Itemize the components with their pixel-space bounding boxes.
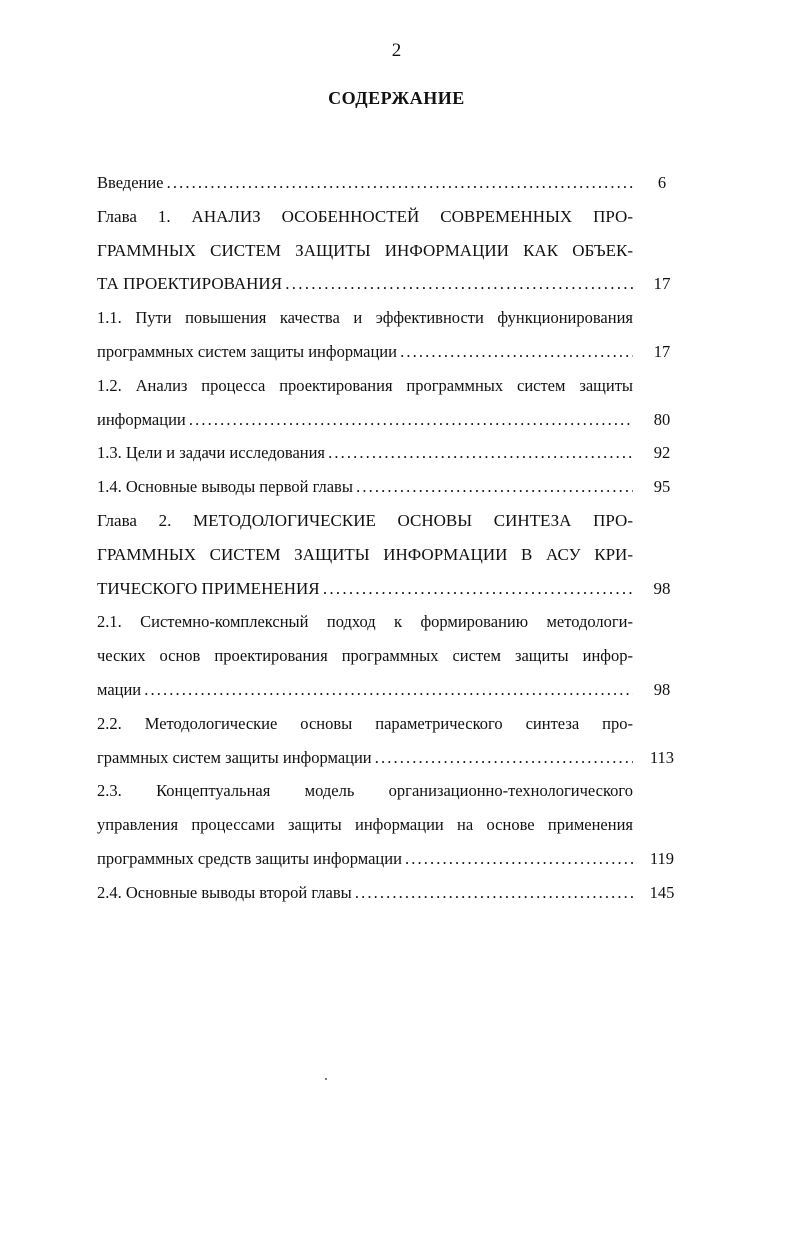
- toc-line-text: 1.3. Цели и задачи исследования . . .: [97, 436, 633, 470]
- toc-page-number: 95: [653, 477, 671, 497]
- toc-line: [97, 301, 677, 335]
- toc-page-number: 17: [653, 274, 671, 294]
- toc-page-number: 145: [649, 882, 675, 902]
- toc-line-text: 1.4. Основные выводы первой главы . . .: [97, 470, 633, 504]
- toc-line-text: ТА ПРОЕКТИРОВАНИЯ . . .: [97, 267, 633, 301]
- toc-page-number: 80: [653, 409, 671, 429]
- toc-line: [97, 267, 677, 301]
- toc-line-text: ТИЧЕСКОГО ПРИМЕНЕНИЯ . . .: [97, 572, 633, 606]
- toc-line-text: 2.4. Основные выводы второй главы . . .: [97, 876, 633, 910]
- toc-line-text: 2.3. Концептуальная модель организационно-технологического: [97, 781, 633, 801]
- toc-page-number: 113: [649, 747, 675, 767]
- toc-line-text: Введение . . .: [97, 166, 633, 200]
- toc-line: [97, 234, 677, 268]
- toc-line: [97, 436, 677, 470]
- toc-line: [97, 842, 677, 876]
- toc-line-text: управления процессами защиты информации на основе применения: [97, 815, 633, 835]
- page-title: СОДЕРЖАНИЕ: [328, 88, 465, 108]
- toc-line-text: ГРАММНЫХ СИСТЕМ ЗАЩИТЫ ИНФОРМАЦИИ В АСУ КРИ-: [97, 544, 633, 564]
- toc-line-text: граммных систем защиты информации . . .: [97, 741, 633, 775]
- toc-line: [97, 200, 677, 234]
- toc-line: [97, 808, 677, 842]
- toc-line-text: ческих основ проектирования программных систем защиты инфор-: [97, 646, 633, 666]
- toc-line-text: 2.2. Методологические основы параметрического синтеза про-: [97, 713, 633, 733]
- toc-line-text: 2.1. Системно-комплексный подход к формированию методологи-: [97, 612, 633, 632]
- toc-page-number: 92: [653, 443, 671, 463]
- toc-page-number: 98: [653, 578, 671, 598]
- toc-page-number: 6: [657, 173, 667, 192]
- toc-line: [97, 369, 677, 403]
- toc-line-text: мации . . .: [97, 673, 633, 707]
- toc-line-text: 1.1. Пути повышения качества и эффективности функционирования: [97, 308, 633, 328]
- toc-page-number: 119: [649, 848, 675, 868]
- page-number: 2: [391, 40, 402, 61]
- toc-line: [97, 403, 677, 437]
- toc-line-text: 1.2. Анализ процесса проектирования программных систем защиты: [97, 375, 633, 395]
- toc-line-text: Глава 2. МЕТОДОЛОГИЧЕСКИЕ ОСНОВЫ СИНТЕЗА ПРО-: [97, 510, 633, 530]
- toc-line: [97, 741, 677, 775]
- toc-line: [97, 335, 677, 369]
- toc-line: [97, 673, 677, 707]
- toc-line: [97, 774, 677, 808]
- toc-line-text: информации . . .: [97, 403, 633, 437]
- toc-page-number: 17: [653, 341, 671, 361]
- toc-line: [97, 639, 677, 673]
- toc-line: [97, 504, 677, 538]
- toc-page-number: 98: [653, 679, 671, 699]
- toc-line: [97, 470, 677, 504]
- toc-line-text: ГРАММНЫХ СИСТЕМ ЗАЩИТЫ ИНФОРМАЦИИ КАК ОБЪЕК-: [97, 240, 633, 260]
- toc-line: [97, 538, 677, 572]
- toc-line-text: программных средств защиты информации . . .: [97, 842, 633, 876]
- toc-line: [97, 166, 677, 200]
- toc-line: [97, 876, 677, 910]
- scan-speck: [325, 1078, 327, 1080]
- toc-line-text: программных систем защиты информации . . .: [97, 335, 633, 369]
- toc-line-text: Глава 1. АНАЛИЗ ОСОБЕННОСТЕЙ СОВРЕМЕННЫХ ПРО-: [97, 206, 633, 226]
- toc-line: [97, 707, 677, 741]
- table-of-contents: [97, 166, 677, 910]
- toc-line: [97, 572, 677, 606]
- toc-line: [97, 605, 677, 639]
